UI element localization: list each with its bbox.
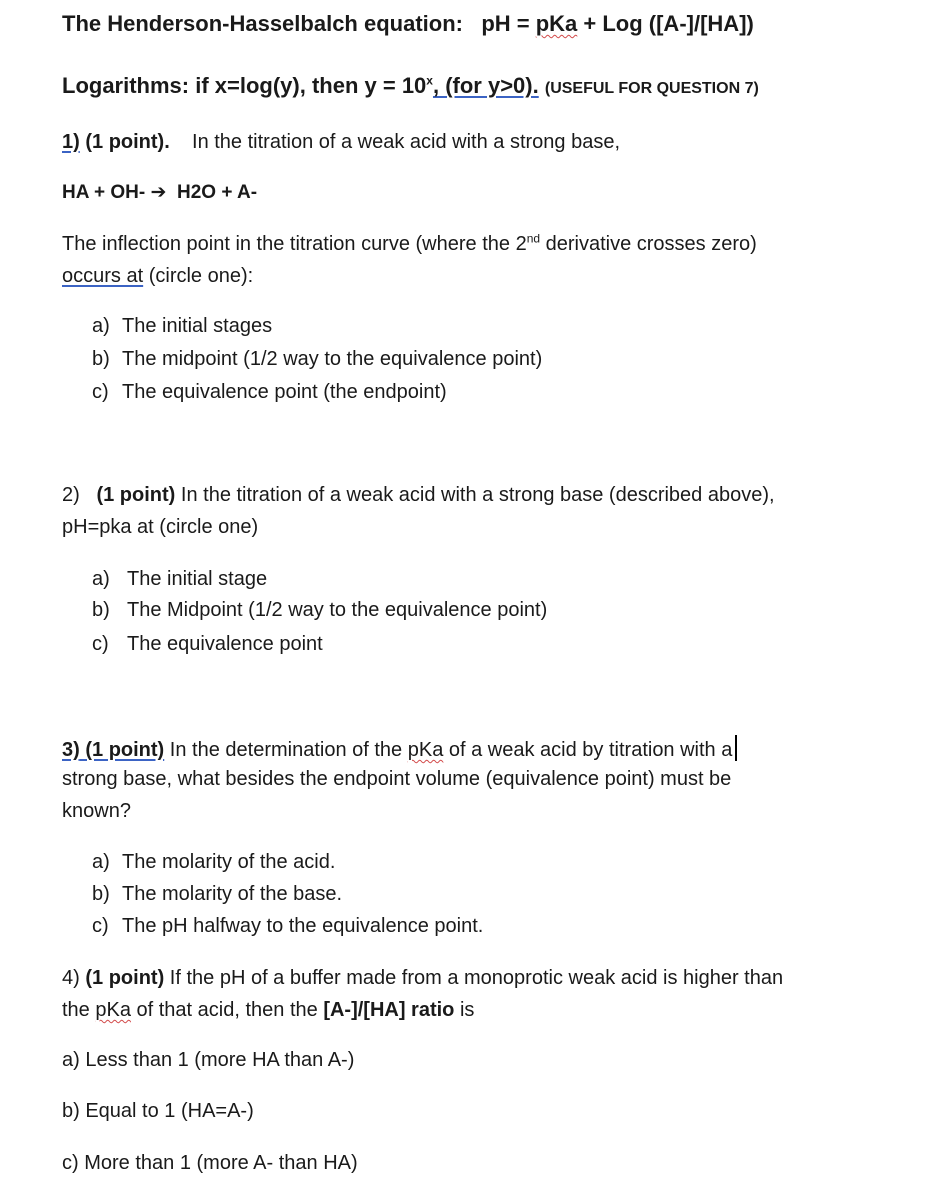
hh-title: The Henderson-Hasselbalch equation: bbox=[62, 11, 463, 36]
q4-heading bbox=[62, 966, 783, 990]
q2-prompt bbox=[62, 515, 258, 539]
pka-term: pKa bbox=[407, 739, 444, 761]
q3-number: 3) bbox=[62, 739, 80, 761]
log-condition: , (for y>0). bbox=[432, 73, 539, 98]
q3-points: (1 point) bbox=[79, 739, 165, 761]
log-definition-line bbox=[62, 74, 759, 101]
q3-text-line2: strong base, what besides the endpoint volume (equivalence point) must be bbox=[62, 768, 732, 790]
option-letter: a) bbox=[92, 851, 110, 873]
reaction-products: H2O + A- bbox=[176, 182, 258, 203]
q2-option-c[interactable] bbox=[92, 632, 323, 656]
q1-option-a[interactable] bbox=[92, 314, 272, 338]
log-note: (USEFUL FOR QUESTION 7) bbox=[544, 80, 759, 97]
hh-equation-line bbox=[62, 12, 754, 36]
q4-option-a[interactable] bbox=[62, 1048, 354, 1072]
option-letter: b) bbox=[92, 883, 110, 905]
q1-option-b[interactable] bbox=[92, 347, 542, 371]
q1-heading bbox=[62, 130, 620, 154]
q3-text-line3: known? bbox=[62, 800, 131, 822]
q4-option-b[interactable] bbox=[62, 1099, 254, 1123]
option-letter: a) bbox=[92, 315, 110, 337]
log-exponent: x bbox=[426, 73, 433, 88]
q1-number: 1) bbox=[62, 131, 80, 153]
option-text: The pH halfway to the equivalence point. bbox=[122, 915, 484, 937]
q1-circle-one: (circle one): bbox=[143, 265, 254, 287]
option-text: The molarity of the base. bbox=[122, 883, 343, 905]
q1-prompt-line2 bbox=[62, 264, 253, 288]
q4-text-line2-mid: of that acid, then the bbox=[130, 999, 324, 1021]
q3-line2 bbox=[62, 767, 731, 791]
q3-option-b[interactable] bbox=[92, 882, 342, 906]
q1-prompt-text: The inflection point in the titration curve (where the 2 bbox=[62, 233, 527, 255]
option-text: The Midpoint (1/2 way to the equivalence point) bbox=[127, 599, 548, 621]
q3-heading bbox=[62, 735, 737, 762]
pka-term: pKa bbox=[535, 11, 578, 36]
q1-text: In the titration of a weak acid with a strong base, bbox=[192, 131, 621, 153]
q3-option-c[interactable] bbox=[92, 914, 483, 938]
q4-line2 bbox=[62, 998, 474, 1022]
q2-option-a[interactable] bbox=[92, 567, 267, 591]
option-text: c) More than 1 (more A- than HA) bbox=[62, 1152, 358, 1174]
hh-equation-start: pH = bbox=[481, 11, 536, 36]
q4-number: 4) bbox=[62, 967, 80, 989]
option-letter: c) bbox=[92, 633, 109, 655]
q1-points: (1 point). bbox=[79, 131, 170, 153]
q2-points: (1 point) bbox=[96, 484, 176, 506]
q3-text-end: of a weak acid by titration with a bbox=[443, 739, 733, 761]
option-text: The midpoint (1/2 way to the equivalence point) bbox=[122, 348, 543, 370]
q2-number: 2) bbox=[62, 484, 80, 506]
q3-option-a[interactable] bbox=[92, 850, 335, 874]
q4-text: If the pH of a buffer made from a monoprotic weak acid is higher than bbox=[164, 967, 784, 989]
option-letter: a) bbox=[92, 568, 110, 590]
option-letter: b) bbox=[92, 348, 110, 370]
reaction-reactants: HA + OH- bbox=[62, 182, 146, 203]
q1-option-c[interactable] bbox=[92, 380, 447, 404]
option-text: a) Less than 1 (more HA than A-) bbox=[62, 1049, 355, 1071]
option-letter: b) bbox=[92, 599, 110, 621]
q2-prompt-text: pH=pka at (circle one) bbox=[62, 516, 259, 538]
q1-superscript: nd bbox=[526, 231, 541, 246]
option-letter: c) bbox=[92, 915, 109, 937]
q4-text-line2: the bbox=[62, 999, 96, 1021]
q1-prompt-text-end: derivative crosses zero) bbox=[540, 233, 757, 255]
q2-heading bbox=[62, 483, 775, 507]
option-text: The initial stages bbox=[122, 315, 273, 337]
option-text: The equivalence point bbox=[127, 633, 323, 655]
q3-line3 bbox=[62, 799, 131, 823]
q2-option-b[interactable] bbox=[92, 598, 547, 622]
option-text: The initial stage bbox=[127, 568, 268, 590]
q1-reaction bbox=[62, 181, 257, 205]
option-text: The molarity of the acid. bbox=[122, 851, 336, 873]
reaction-arrow-icon: ➔ bbox=[150, 182, 167, 203]
hh-equation-end: + Log ([A-]/[HA]) bbox=[577, 11, 754, 36]
q4-text-line2-end: is bbox=[454, 999, 475, 1021]
option-text: The equivalence point (the endpoint) bbox=[122, 381, 447, 403]
q4-option-c[interactable] bbox=[62, 1151, 358, 1175]
option-text: b) Equal to 1 (HA=A-) bbox=[62, 1100, 254, 1122]
q1-prompt-line1 bbox=[62, 232, 757, 256]
text-cursor bbox=[735, 735, 737, 761]
q1-occurs-at: occurs at bbox=[62, 265, 144, 287]
q4-ratio: [A-]/[HA] ratio bbox=[323, 999, 455, 1021]
q3-text: In the determination of the bbox=[164, 739, 408, 761]
log-definition: Logarithms: if x=log(y), then y = 10 bbox=[62, 73, 427, 98]
pka-term: pKa bbox=[95, 999, 131, 1021]
q2-text: In the titration of a weak acid with a strong base (described above), bbox=[175, 484, 775, 506]
q4-points: (1 point) bbox=[85, 967, 165, 989]
option-letter: c) bbox=[92, 381, 109, 403]
